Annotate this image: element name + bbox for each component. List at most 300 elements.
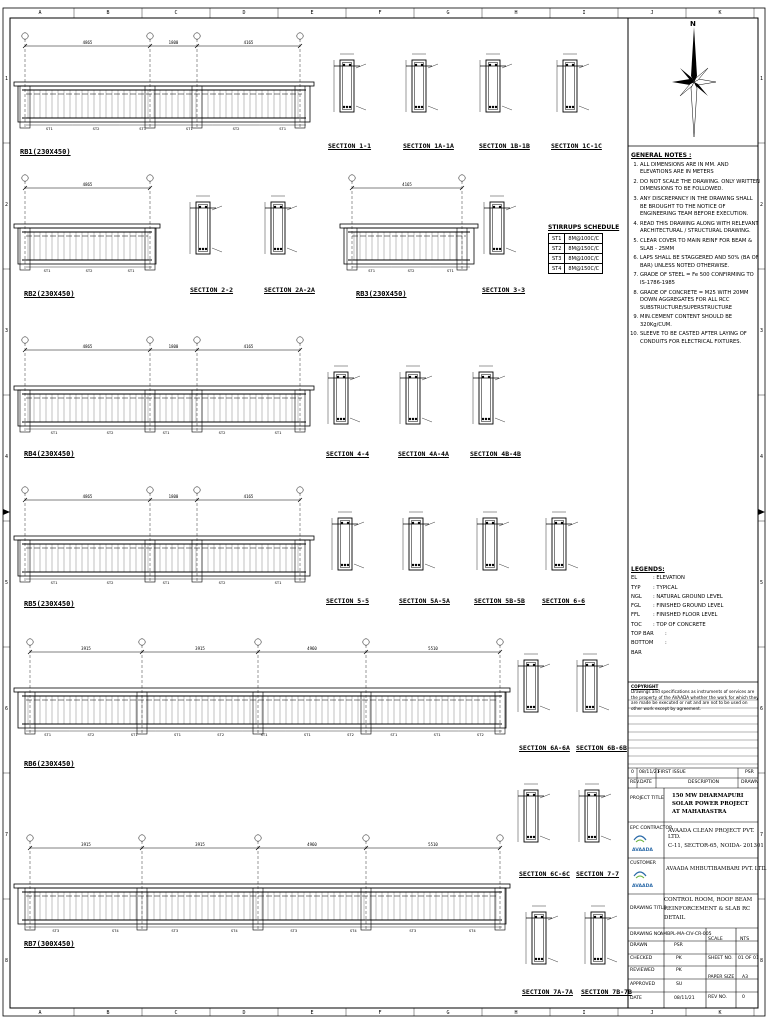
span-dimension: 5510 — [428, 842, 438, 847]
section-outline — [486, 60, 500, 112]
slab-band — [14, 688, 510, 692]
grid-bubble — [147, 175, 153, 181]
section-outline — [412, 60, 426, 112]
stirrups-schedule-title: STIRRUPS SCHEDULE — [548, 224, 620, 231]
stirrup-zone-label: ST1 — [174, 732, 181, 737]
section-detail-2 — [406, 54, 438, 112]
stirrup-zone-label: ST3 — [171, 928, 179, 933]
rebar-dot — [569, 106, 571, 108]
rebar-dot — [415, 564, 417, 566]
stirrup-zone-label: ST1 — [44, 732, 52, 737]
leader-line — [506, 248, 516, 252]
beam-elevation-5 — [14, 487, 314, 585]
grid-reference-letter: G — [446, 10, 450, 16]
grid-bubble — [459, 175, 465, 181]
section-details — [190, 54, 620, 964]
stirrup-id: ST1 — [549, 234, 565, 244]
legend-row — [631, 574, 761, 583]
slab-band — [14, 884, 510, 888]
stirrup-zone-label: ST3 — [290, 928, 298, 933]
grid-reference-number: 5 — [759, 580, 764, 586]
rev-header-date: DATE — [640, 780, 652, 785]
stirrup-loop — [274, 205, 283, 252]
leader-line — [499, 564, 509, 568]
slab-band — [14, 224, 160, 228]
rebar-dot — [349, 106, 351, 108]
section-label: SECTION 5A-5A — [399, 597, 450, 605]
grid-reference-number: 1 — [4, 76, 9, 82]
section-label: SECTION 4-4 — [326, 450, 370, 458]
beam-elevation-6 — [14, 639, 510, 737]
stirrup-zone-label: ST2 — [217, 732, 225, 737]
note-item: 8. GRADE OF CONCRETE = M25 WITH 20MM DOWN AGGREGATES FOR ALL RCC SUBSTRUCTURE/SUPERSTRUCTURE — [640, 290, 761, 313]
grid-bubble — [147, 487, 153, 493]
grid-bubble — [497, 835, 503, 841]
stirrup-zone-label: ST4 — [468, 928, 476, 933]
rebar-dot — [535, 916, 537, 918]
drawing-no: AMBPL-MA-CIV-CR-005 — [660, 932, 712, 937]
rebar-dot — [343, 376, 345, 378]
scale-value: NTS — [740, 937, 750, 942]
span-dimension: 3915 — [81, 842, 91, 847]
legend-row — [631, 611, 761, 620]
section-label: SECTION 6C-6C — [519, 870, 570, 878]
section-outline — [479, 372, 493, 424]
approved-value: SU — [676, 982, 683, 987]
rebar-dot — [340, 418, 342, 420]
grid-bubble — [147, 337, 153, 343]
section-label: SECTION 5B-5B — [474, 597, 525, 605]
rebar-dot — [558, 564, 560, 566]
grid-reference-letter: C — [174, 1010, 178, 1016]
section-label: SECTION 2A-2A — [264, 286, 315, 294]
stirrup-zone-label: ST3 — [52, 928, 60, 933]
grid-reference-letter: B — [106, 1010, 110, 1016]
general-notes — [631, 152, 764, 349]
stirrup-zone-label: ST1 — [303, 732, 311, 737]
leader-line — [502, 106, 512, 110]
stirrup-zone-label: ST2 — [92, 126, 100, 131]
grid-bubble — [255, 639, 261, 645]
stirrup-zone-label: ST3 — [409, 928, 417, 933]
grid-reference-number: 8 — [759, 958, 764, 964]
rebar-dot — [527, 836, 529, 838]
grid-reference-letter: E — [310, 1010, 314, 1016]
grid-bubble — [349, 175, 355, 181]
rebar-dot — [594, 794, 596, 796]
stirrup-loop — [415, 63, 424, 110]
rebar-dot — [488, 418, 490, 420]
stirrup-zone-label: ST1 — [130, 732, 138, 737]
span-dimension: 4165 — [243, 40, 254, 45]
stirrup-zone-label: ST2 — [347, 732, 354, 737]
rebar-dot — [592, 706, 594, 708]
stirrup-zone-label: ST1 — [127, 268, 135, 273]
epc-contractor-label: EPC CONTRACTOR — [630, 826, 673, 831]
section-label: SECTION 6B-6B — [576, 744, 627, 752]
rebar-dot — [493, 206, 495, 208]
grid-bubble — [139, 835, 145, 841]
grid-reference-number: 7 — [759, 832, 764, 838]
leader-line — [422, 418, 432, 422]
legend-key: TOP BAR — [631, 631, 654, 638]
section-outline — [338, 518, 352, 570]
rebar-dot — [492, 522, 494, 524]
rebar-dot — [409, 376, 411, 378]
legend-key: TOC — [631, 621, 642, 628]
rebar-dot — [530, 836, 532, 838]
rebar-dot — [486, 564, 488, 566]
leader-line — [287, 248, 297, 252]
section-outline — [583, 660, 597, 712]
section-label: SECTION 1C-1C — [551, 142, 602, 150]
span-dimension: 3915 — [195, 842, 205, 847]
section-detail-3 — [480, 54, 512, 112]
grid-reference-letter: C — [174, 10, 178, 16]
reviewed-label: REVIEWED — [630, 968, 655, 973]
leader-line — [356, 106, 366, 110]
grid-bubble — [22, 33, 28, 39]
stirrup-loop — [199, 205, 208, 252]
section-label: SECTION 2-2 — [190, 286, 234, 294]
avaada-logo-icon — [636, 876, 644, 878]
rev-header-desc: DESCRIPTION — [688, 780, 720, 785]
grid-bubble — [297, 33, 303, 39]
grid-reference-letter: H — [514, 10, 518, 16]
rebar-dot — [418, 106, 420, 108]
beam-outline — [18, 390, 310, 426]
rebar-dot — [589, 706, 591, 708]
title-block-lines — [628, 700, 758, 1008]
stirrups-schedule — [548, 224, 619, 274]
span-dimension: 4960 — [307, 842, 317, 847]
customer-name: AVAADA MHBUTIBAMBARI PVT. LTD. — [666, 866, 767, 872]
rebar-dot — [343, 418, 345, 420]
stirrup-loop — [489, 63, 498, 110]
stirrup-zone-label: ST1 — [279, 126, 287, 131]
rebar-dot — [555, 522, 557, 524]
legend-row — [631, 630, 761, 639]
legend-value: : FINISHED GROUND LEVEL — [653, 603, 724, 610]
table-row — [549, 234, 603, 244]
section-detail-14 — [546, 512, 578, 570]
project-title: 150 MW DHARMAPURI SOLAR POWER PROJECT AT MAHARASTRA — [672, 793, 749, 815]
stirrup-zone-label: ST2 — [85, 268, 93, 273]
grid-reference-letter: K — [718, 1010, 722, 1016]
copyright-title: COPYRIGHT — [631, 684, 659, 689]
rev-no-value: 0 — [742, 995, 745, 1000]
beam-elevation-1 — [14, 33, 314, 131]
rebar-dot — [337, 376, 339, 378]
rebar-dot — [415, 376, 417, 378]
span-dimension: 1800 — [168, 494, 179, 499]
rebar-dot — [555, 564, 557, 566]
rebar-dot — [541, 958, 543, 960]
span-dimension: 1800 — [168, 344, 179, 349]
beam-title-rb3: RB3(230X450) — [356, 290, 407, 298]
section-outline — [591, 912, 605, 964]
stirrup-loop — [535, 915, 544, 962]
stirrup-spec: 8M@150C/C — [565, 264, 603, 274]
rebar-dot — [344, 564, 346, 566]
rebar-dot — [346, 106, 348, 108]
grid-reference-letter: G — [446, 1010, 450, 1016]
legend-row — [631, 639, 761, 658]
grid-bubble — [194, 33, 200, 39]
stirrup-zone-label: ST4 — [349, 928, 357, 933]
rebar-dot — [527, 794, 529, 796]
epc-logo-text: AVAADA — [632, 848, 653, 853]
grid-reference-letter: A — [38, 10, 42, 16]
section-outline — [490, 202, 504, 254]
reviewed-value: PK — [676, 968, 682, 973]
rebar-dot — [499, 248, 501, 250]
rebar-dot — [492, 106, 494, 108]
section-label: SECTION 6-6 — [542, 597, 586, 605]
leader-line — [354, 564, 364, 568]
stirrup-zone-label: ST1 — [185, 126, 193, 131]
stirrup-zone-label: ST4 — [230, 928, 238, 933]
section-label: SECTION 6A-6A — [519, 744, 570, 752]
checked-value: PK — [676, 956, 682, 961]
span-dimension: 5510 — [428, 646, 438, 651]
legend-key: FFL — [631, 612, 640, 619]
span-dimension: 3915 — [195, 646, 205, 651]
span-dimension: 1800 — [168, 40, 179, 45]
section-label: SECTION 7B-7B — [581, 988, 632, 996]
copyright-note — [631, 684, 759, 711]
stirrup-loop — [586, 663, 595, 710]
section-detail-10 — [473, 366, 505, 424]
grid-bubble — [27, 835, 33, 841]
leader-line — [601, 836, 611, 840]
section-outline — [585, 790, 599, 842]
rebar-dot — [538, 958, 540, 960]
grid-reference-number: 6 — [759, 706, 764, 712]
stirrup-zone-label: ST1 — [45, 126, 53, 131]
legend-key: FGL — [631, 603, 641, 610]
slab-band — [14, 82, 314, 86]
rebar-dot — [533, 794, 535, 796]
paper-size-label: PAPER SIZE — [708, 975, 735, 980]
beam-title-rb7: RB7(300X450) — [24, 940, 75, 948]
section-detail-5 — [190, 196, 222, 254]
rebar-dot — [493, 248, 495, 250]
grid-reference-number: 4 — [759, 454, 764, 460]
rebar-dot — [349, 64, 351, 66]
rebar-dot — [199, 206, 201, 208]
general-notes-list — [631, 161, 764, 347]
grid-reference-number: 6 — [4, 706, 9, 712]
rev-value: 0 — [631, 770, 634, 775]
legend-value: : TYPICAL — [653, 584, 678, 591]
section-detail-19 — [526, 906, 558, 964]
stirrup-zone-label: ST2 — [218, 580, 226, 585]
rebar-dot — [488, 376, 490, 378]
rev-header-rev: REV. — [630, 780, 641, 785]
rebar-dot — [597, 958, 599, 960]
grid-reference-number: 8 — [4, 958, 9, 964]
legend-row — [631, 621, 761, 630]
rebar-dot — [199, 248, 201, 250]
stirrup-zone-label: ST1 — [390, 732, 398, 737]
section-label: SECTION 3-3 — [482, 286, 526, 294]
note-item: 6. LAPS SHALL BE STAGGERED AND 50% (BA OF BAR) UNLESS NOTED OTHERWISE. — [640, 255, 761, 270]
rebar-dot — [533, 664, 535, 666]
leader-line — [425, 564, 435, 568]
rebar-dot — [205, 248, 207, 250]
legend-row — [631, 602, 761, 611]
section-label: SECTION 4B-4B — [470, 450, 521, 458]
north-arrow-icon — [672, 27, 716, 137]
leader-line — [579, 106, 589, 110]
section-label: SECTION 1-1 — [328, 142, 372, 150]
stirrup-loop — [482, 375, 491, 422]
rebar-dot — [415, 64, 417, 66]
stirrup-loop — [409, 375, 418, 422]
rebar-dot — [600, 958, 602, 960]
grid-bubble — [497, 639, 503, 645]
legend-value: : TOP OF CONCRETE — [653, 621, 706, 628]
avaada-logo-icon — [636, 840, 644, 842]
legend-value: : ELEVATION — [653, 575, 685, 582]
note-item: 2. DO NOT SCALE THE DRAWING. ONLY WRITTEN DIMENSIONS TO BE FOLLOWED. — [640, 179, 761, 194]
section-label: SECTION 4A-4A — [398, 450, 449, 458]
rev-date-value: 08/11/21 — [639, 770, 660, 775]
note-item: 3. ANY DISCREPANCY IN THE DRAWING SHALL BE BROUGHT TO THE NOTICE OF ENGINEERING TEAM BEFORE EXECUTION. — [640, 196, 761, 219]
beam-elevation-3 — [340, 175, 478, 273]
section-label: SECTION 7A-7A — [522, 988, 573, 996]
span-dimension: 3915 — [81, 646, 91, 651]
slab-band — [14, 536, 314, 540]
rebar-dot — [205, 206, 207, 208]
stirrup-spec: 8M@100C/C — [565, 254, 603, 264]
grid-bubble — [363, 639, 369, 645]
beam-elevation-4 — [14, 337, 314, 435]
grid-reference-number: 2 — [4, 202, 9, 208]
stirrup-loop — [555, 521, 564, 568]
section-outline — [409, 518, 423, 570]
grid-bubble — [297, 487, 303, 493]
rebar-dot — [561, 564, 563, 566]
section-detail-8 — [328, 366, 360, 424]
table-row — [549, 244, 603, 254]
leader-line — [212, 248, 222, 252]
beam-outline — [18, 228, 156, 264]
legend-key: NGL — [631, 593, 642, 600]
legend-key: TYP — [631, 584, 641, 591]
beam-title-rb6: RB6(230X450) — [24, 760, 75, 768]
section-detail-13 — [477, 512, 509, 570]
rebar-dot — [586, 706, 588, 708]
section-detail-1 — [334, 54, 366, 112]
grid-reference-letter: D — [242, 1010, 246, 1016]
stirrup-zone-label: ST1 — [139, 126, 147, 131]
section-label: SECTION 7-7 — [576, 870, 620, 878]
grid-bubble — [297, 337, 303, 343]
stirrup-loop — [337, 375, 346, 422]
section-outline — [524, 660, 538, 712]
section-detail-7 — [484, 196, 516, 254]
drawn-label: DRAWN — [630, 943, 648, 948]
note-item: 4. READ THIS DRAWING ALONG WITH RELEVANT ARCHITECTURAL / STRUCTURAL DRAWING. — [640, 221, 761, 236]
rebar-dot — [412, 522, 414, 524]
section-detail-12 — [403, 512, 435, 570]
rebar-dot — [496, 248, 498, 250]
rebar-dot — [591, 836, 593, 838]
north-label: N — [690, 20, 696, 28]
rebar-dot — [495, 64, 497, 66]
section-detail-16 — [577, 654, 609, 712]
stirrup-loop — [412, 521, 421, 568]
rebar-dot — [533, 706, 535, 708]
section-detail-9 — [400, 366, 432, 424]
section-outline — [524, 790, 538, 842]
rebar-dot — [280, 248, 282, 250]
checked-label: CHECKED — [630, 956, 653, 961]
rebar-dot — [482, 418, 484, 420]
grid-bubble — [22, 487, 28, 493]
grid-reference-letter: F — [378, 10, 382, 16]
stirrup-zone-label: ST2 — [106, 430, 114, 435]
grid-reference-letter: J — [650, 1010, 654, 1016]
grid-bubble — [147, 33, 153, 39]
drawing-no-label: DRAWING NO. — [630, 932, 663, 937]
stirrup-zone-label: ST1 — [162, 580, 170, 585]
rebar-dot — [341, 522, 343, 524]
leader-line — [540, 706, 550, 710]
beam-title-rb5: RB5(230X450) — [24, 600, 75, 608]
epc-contractor-name: AVAADA CLEAN PROJECT PVT. LTD. — [668, 828, 755, 840]
section-outline — [406, 372, 420, 424]
grid-bubble — [27, 639, 33, 645]
grid-reference-number: 5 — [4, 580, 9, 586]
rebar-dot — [492, 564, 494, 566]
rebar-dot — [277, 248, 279, 250]
stirrup-loop — [341, 521, 350, 568]
rebar-dot — [600, 916, 602, 918]
beam-outline — [18, 540, 310, 576]
rebar-dot — [588, 794, 590, 796]
rebar-dot — [489, 64, 491, 66]
span-dimension: 4865 — [82, 344, 93, 349]
stirrup-id: ST3 — [549, 254, 565, 264]
rebar-dot — [533, 836, 535, 838]
rebar-dot — [530, 706, 532, 708]
center-mark — [3, 509, 10, 515]
rebar-dot — [572, 106, 574, 108]
leader-line — [548, 958, 558, 962]
leader-line — [540, 836, 550, 840]
rebar-dot — [566, 64, 568, 66]
section-detail-11 — [332, 512, 364, 570]
center-mark — [758, 509, 765, 515]
beam-title-rb1: RB1(230X450) — [20, 148, 71, 156]
slab-band — [14, 386, 314, 390]
section-outline — [340, 60, 354, 112]
drawing-title: CONTROL ROOM, ROOF BEAM REINFORCEMENT & SLAB RC DETAIL — [664, 897, 753, 921]
project-title-label: PROJECT TITLE — [630, 796, 664, 801]
grid-reference-letter: K — [718, 10, 722, 16]
drawing-title-label: DRAWING TITLE — [630, 906, 667, 911]
rebar-dot — [418, 564, 420, 566]
stirrup-zone-label: ST1 — [274, 430, 282, 435]
leader-line — [568, 564, 578, 568]
section-detail-18 — [579, 784, 611, 842]
slab-band — [340, 224, 478, 228]
legend-row — [631, 593, 761, 602]
sheet-label: SHEET NO. — [708, 956, 733, 961]
